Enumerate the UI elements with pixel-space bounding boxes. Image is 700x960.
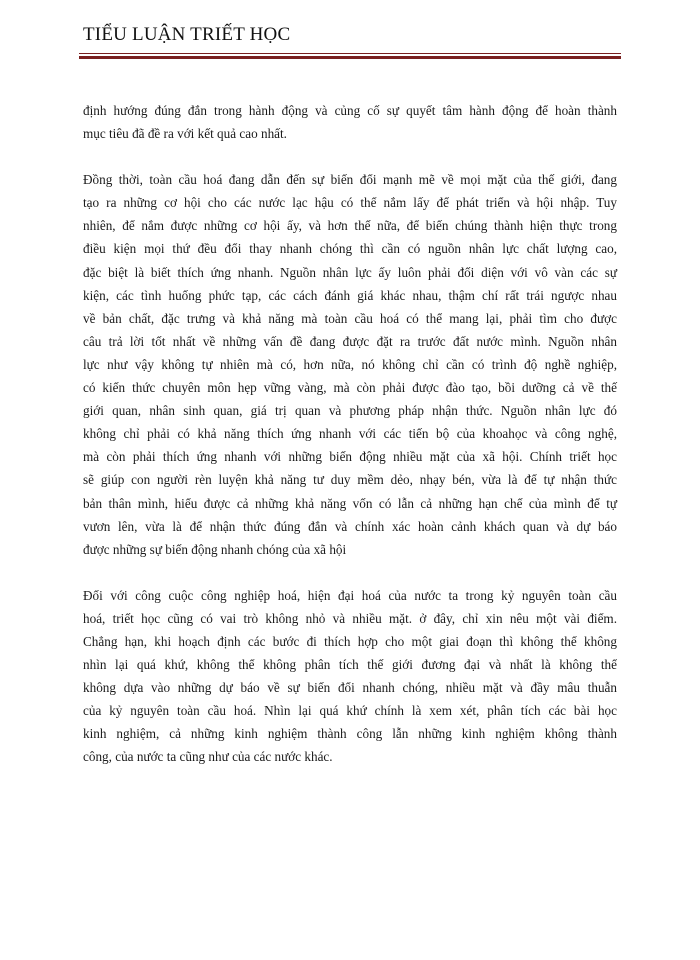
paragraph-line: của kỷ nguyên toàn cầu hoá. Nhìn lại quá khứ chính là xem xét, phân tích các bài học [83,703,617,719]
paragraph-line: Đối với công cuộc công nghiệp hoá, hiện đại hoá của nước ta trong kỷ nguyên toàn cầu [83,587,617,603]
paragraph-line: bản thân mình, hiểu được cả những khả năng vốn có lẫn cả những hạn chế của mình để tự [83,495,617,511]
paragraph-line: không chỉ phải có khả năng thích ứng nhanh với các tiến bộ của khoahọc và công nghệ, [83,426,617,442]
paragraph-line: nhìn lại quá khứ, không thể không phân tích thế giới đương đại và nhất là không thể [83,657,617,673]
paragraph-line: định hướng đúng đắn trong hành động và củng cố sự quyết tâm hành động để hoàn thành [83,103,617,118]
paragraph-line: Đồng thời, toàn cầu hoá đang dẫn đến sự biến đổi mạnh mẽ về mọi mặt của thế giới, đang [83,172,617,188]
paragraph-line: nhiên, để nắm được những cơ hội ấy, và hơn thế nữa, để biến chúng thành hiện thực trong [83,218,617,234]
paragraph-line: lực như vậy không tự nhiên mà có, hơn nữa, nó không chỉ cần có trình độ nghề nghiệp, [83,356,617,372]
paragraph-line: về bản chất, đặc trưng và khả năng mà toàn cầu hoá có thể mang lại, phải tìm cho được [83,310,617,326]
paragraph-line: điều kiện mọi thứ đều đổi thay nhanh chóng thì cần có nguồn nhân lực chất lượng cao, [83,241,617,257]
paragraph [83,168,617,561]
paragraph-line: có kiến thức chuyên môn hẹp vững vàng, mà còn phải được đào tạo, bồi dưỡng cả về thế [83,380,617,396]
paragraph-line: Chẳng hạn, khi hoạch định các bước đi thích hợp cho một giai đoạn thì không thể không [83,633,617,649]
paragraph-line: câu trả lời tốt nhất về những vấn đề đang được đặt ra trước đất nước mình. Nguồn nhân [83,333,617,349]
paragraph [83,584,617,769]
paragraph [83,99,617,145]
header-divider-thick [79,56,621,59]
paragraph-line: sẽ giúp con người rèn luyện khả năng tư duy mềm dẻo, nhạy bén, vừa là để tự nhận thức [83,472,617,488]
paragraph-line: tạo ra những cơ hội cho các nước lạc hậu có thể nắm lấy để phát triển và hội nhập. Tuy [83,195,617,211]
paragraph-line: kiện, các tình huống phức tạp, các cách đánh giá khác nhau, thậm chí rất trái ngược nhau [83,287,617,303]
paragraph-line: vươn lên, vừa là để nhận thức đúng đắn và chính xác hoàn cảnh khách quan và dự báo [83,518,617,534]
body-text [83,99,617,792]
paragraph-line: mà còn phải thích ứng nhanh với những biến động nhiều mặt của xã hội. Chính triết học [83,449,617,465]
paragraph-line: được những sự biến động nhanh chóng của xã hội [83,541,347,557]
paragraph-line: công, của nước ta cũng như của các nước khác. [83,749,333,765]
paragraph-line: mục tiêu đã đề ra với kết quả cao nhất. [83,126,287,142]
paragraph-line: giới quan, nhân sinh quan, giá trị quan và phương pháp nhận thức. Nguồn nhân lực đó [83,403,617,419]
paragraph-line: không dựa vào những dự báo về sự biến đổi nhanh chóng, nhiều mặt và đầy mâu thuẫn [83,680,617,696]
paragraph-line: hoá, triết học cũng có vai trò không nhỏ và nhiều mặt. ở đây, chỉ xin nêu một vài điểm. [83,610,617,626]
paragraph-line: kinh nghiệm, cả những kinh nghiệm thành công lẫn những kinh nghiệm không thành [83,726,617,742]
paragraph-line: đặc biệt là biết thích ứng nhanh. Nguồn nhân lực ấy luôn phải đối diện với vô vàn các sự [83,264,617,280]
header-divider-thin [79,53,621,54]
header-title: TIỂU LUẬN TRIẾT HỌC [83,24,291,45]
